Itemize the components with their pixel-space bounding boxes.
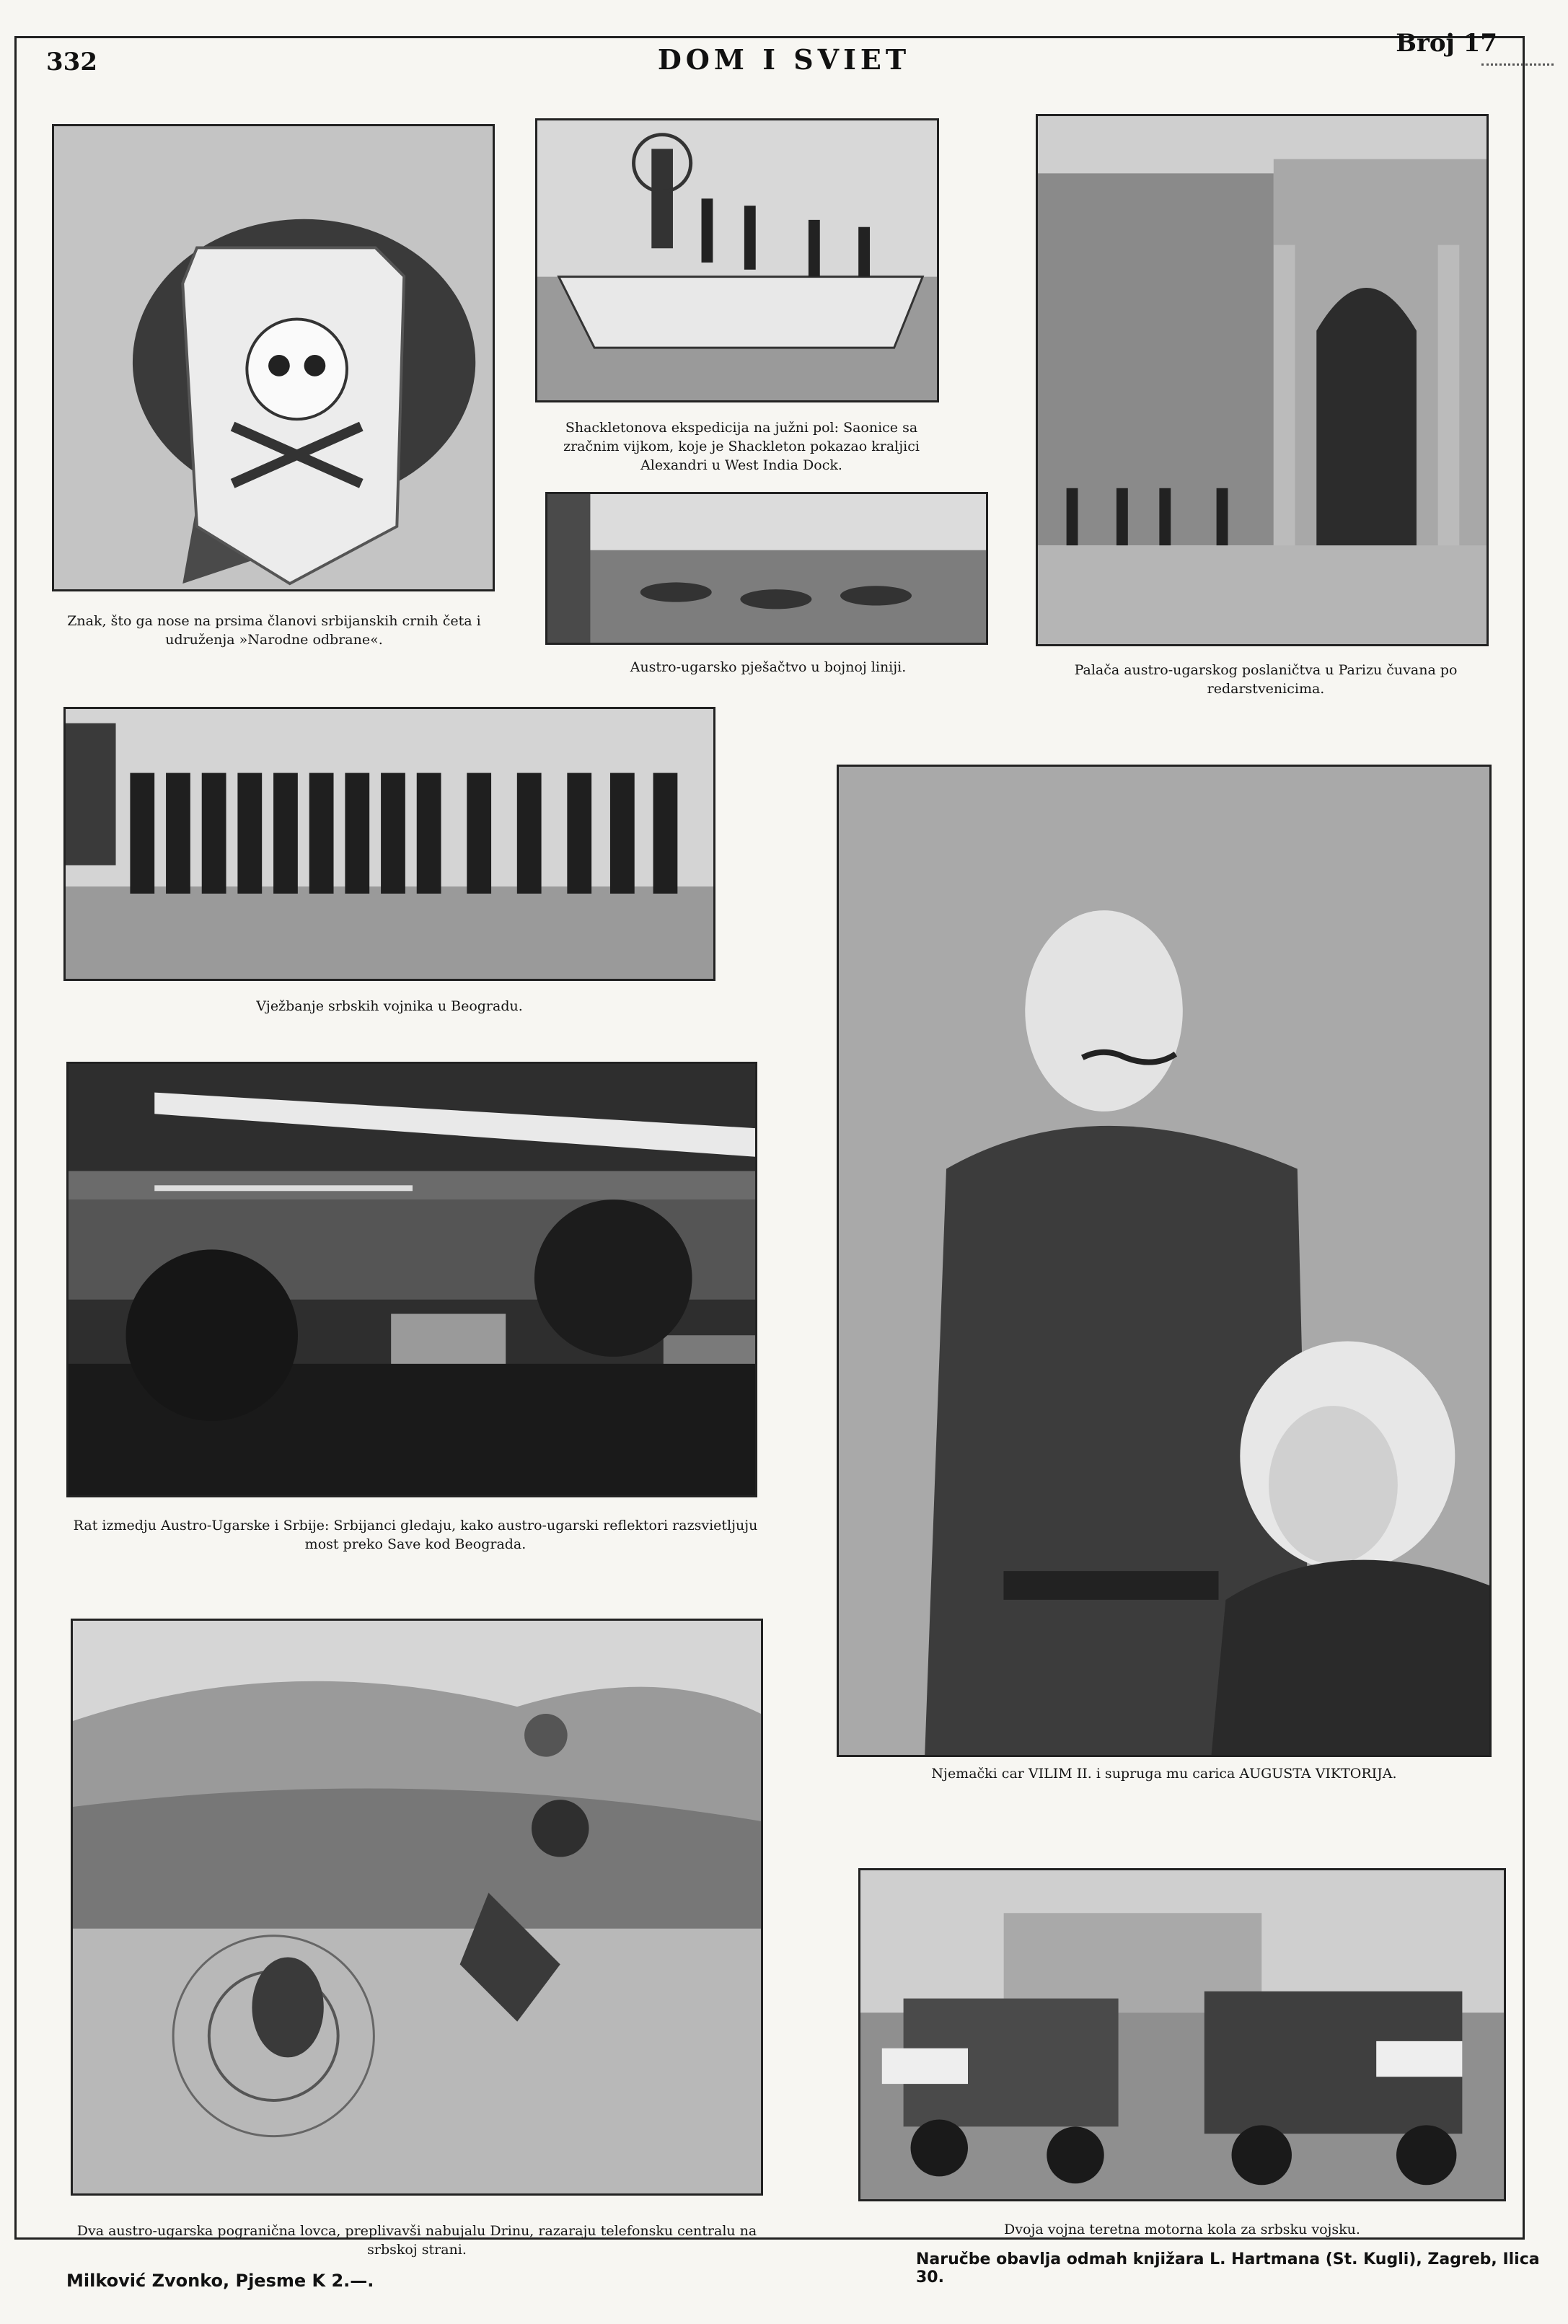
photo-emperor (837, 765, 1492, 1757)
issue-number: Broj 17 (1396, 29, 1497, 58)
caption-skull-badge: Znak, što ga nose na prsima članovi srbijanskih crnih četa i udruženja »Narodne odbrane«. (67, 613, 481, 648)
caption-emperor: Njemački car VILIM II. i supruga mu carica AUGUSTA VIKTORIJA. (931, 1766, 1397, 1782)
caption-infantry: Austro-ugarsko pješačtvo u bojnoj liniji. (630, 659, 907, 675)
footer-left-ad: Milković Zvonko, Pjesme K 2.—. (66, 2271, 374, 2291)
photo-serbian-soldiers (63, 707, 715, 981)
caption-searchlights: Rat izmedju Austro-Ugarske i Srbije: Srbijanci gledaju, kako austro-ugarski reflektori razsvietljuju most preko Save kod Beograda. (73, 1518, 758, 1552)
footer-right-ad: Naručbe obavlja odmah knjižara L. Hartmana (St. Kugli), Zagreb, Ilica 30. (916, 2250, 1540, 2286)
photo-shackleton (535, 118, 939, 402)
photo-drina (71, 1619, 763, 2196)
photo-palace (1036, 114, 1489, 646)
photo-skull-badge (52, 124, 495, 591)
photo-trucks (858, 1868, 1506, 2201)
dotted-rule (1481, 63, 1554, 66)
page-number: 332 (46, 48, 97, 76)
caption-shackleton: Shackletonova ekspedicija na južni pol: Saonice sa zračnim vijkom, koje je Shackleton pokazao kraljici Alexandri u West India Dock. (563, 420, 920, 473)
caption-palace: Palača austro-ugarskog poslaničtva u Parizu čuvana po redarstvenicima. (1074, 662, 1458, 697)
magazine-title: DOM I SVIET (657, 43, 911, 76)
photo-searchlights (66, 1062, 757, 1497)
caption-serbian-soldiers: Vježbanje srbskih vojnika u Beogradu. (256, 998, 523, 1014)
photo-infantry (545, 492, 988, 645)
caption-drina: Dva austro-ugarska pogranična lovca, preplivavši nabujalu Drinu, razaraju telefonsku centralu na srbskoj strani. (76, 2223, 757, 2258)
caption-trucks: Dvoja vojna teretna motorna kola za srbsku vojsku. (1004, 2222, 1360, 2237)
